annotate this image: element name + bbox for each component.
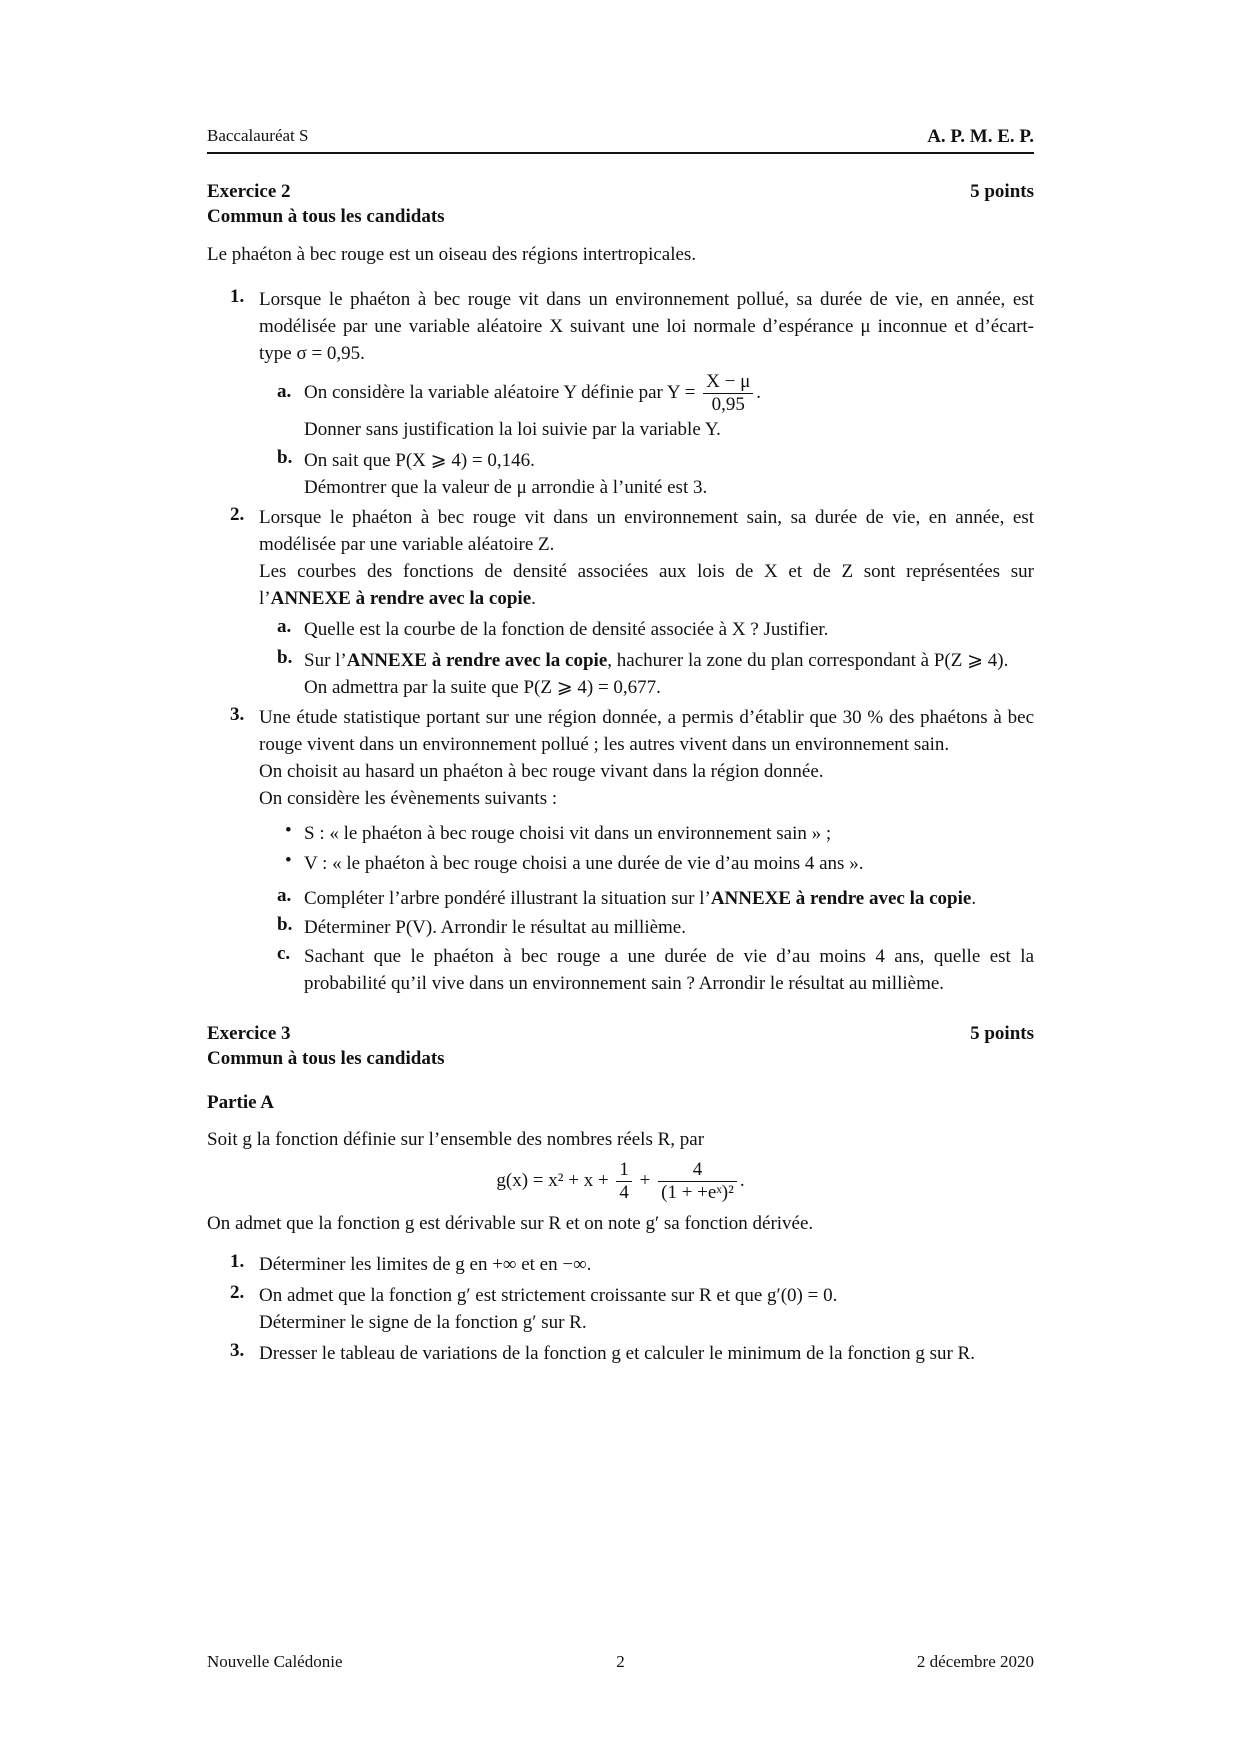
ex2-q3-part-c xyxy=(207,943,1034,997)
formula-fraction-1 xyxy=(616,1159,632,1204)
fraction-numerator: 1 xyxy=(616,1159,632,1182)
ex2-question-3 xyxy=(207,704,1034,812)
function-g-formula xyxy=(207,1159,1034,1204)
ex2-q3c-label: c. xyxy=(277,943,291,964)
exercise-3-points: 5 points xyxy=(970,1023,1034,1044)
ex2-q2b-text1a: Sur l’ xyxy=(304,650,347,671)
ex2-q1a-label: a. xyxy=(277,381,292,402)
ex2-q2a-label: a. xyxy=(277,616,292,637)
ex2-q3a-text: Compléter l’arbre pondéré illustrant la situation sur l’ xyxy=(304,888,711,909)
ex2-q2-number: 2. xyxy=(230,504,245,525)
ex2-q3b-text: Déterminer P(V). Arrondir le résultat au millième. xyxy=(304,917,686,938)
ex2-question-2: 2. Lorsque le phaéton à bec rouge vit dans un environnement sain, sa durée de vie, en année, est modélisée par une variable aléatoire Z. Les courbes des fonctions de densité associées aux lois de X et de Z sont représentées sur l’ANNEXE à rendre avec la copie. xyxy=(230,504,1034,609)
footer-left: Nouvelle Calédonie xyxy=(207,1652,343,1671)
exercise-3-subtitle: Commun à tous les candidats xyxy=(207,1048,445,1069)
ex2-question-1 xyxy=(207,286,1034,367)
ex2-q2-text1: Lorsque le phaéton à bec rouge vit dans un environnement sain, sa durée de vie, en année, est modélisée par une variable aléatoire Z. xyxy=(259,507,1034,555)
ex2-q3-bullet-1 xyxy=(207,820,1034,847)
ex3-q2-text1: On admet que la fonction g′ est strictement croissante sur R et que g′(0) = 0. xyxy=(259,1285,838,1306)
exercise-2 xyxy=(207,181,1034,997)
ex2-q1b-text2: Démontrer que la valeur de μ arrondie à l’unité est 3. xyxy=(304,477,708,498)
formula-plus: + xyxy=(639,1169,651,1191)
ex2-q2-text2: Les courbes des fonctions de densité associées aux lois de X et de Z sont représentées sur l’ xyxy=(259,561,1034,609)
bullet-marker: • xyxy=(285,850,292,871)
ex2-q2b-text2: On admettra par la suite que P(Z ⩾ 4) = 0,677. xyxy=(304,677,661,698)
ex2-q1-part-b xyxy=(207,447,1034,501)
formula-lhs: g(x) = x² + x + xyxy=(496,1169,609,1191)
ex3-q3-text: Dresser le tableau de variations de la fonction g et calculer le minimum de la fonction g sur R. xyxy=(259,1343,975,1364)
ex2-q3c-text: Sachant que le phaéton à bec rouge a une durée de vie d’au moins 4 ans, quelle est la probabilité qu’il vive dans un environnement sain ? Arrondir le résultat au millième. xyxy=(304,946,1034,994)
exercise-3 xyxy=(207,1023,1034,1367)
ex3-q2-number: 2. xyxy=(230,1282,245,1303)
ex3-q2-text2: Déterminer le signe de la fonction g′ sur R. xyxy=(259,1312,587,1333)
ex2-q2b-label: b. xyxy=(277,647,293,668)
ex2-q2b-text1b: , hachurer la zone du plan correspondant à P(Z ⩾ 4). xyxy=(607,650,1009,671)
fraction-denominator: 4 xyxy=(619,1182,629,1203)
ex2-q1b-label: b. xyxy=(277,447,293,468)
ex2-q3a-label: a. xyxy=(277,885,292,906)
ex2-q2a-text: Quelle est la courbe de la fonction de densité associée à X ? Justifier. xyxy=(304,619,829,640)
ex2-q1-number: 1. xyxy=(230,286,245,307)
ex2-q3-part-a: a. Compléter l’arbre pondéré illustrant la situation sur l’ANNEXE à rendre avec la copie. xyxy=(277,885,977,909)
exercise-2-points: 5 points xyxy=(970,181,1034,202)
exercise-3-admit: On admet que la fonction g est dérivable sur R et on note g′ sa fonction dérivée. xyxy=(207,1213,814,1234)
ex3-question-1 xyxy=(207,1251,1034,1278)
ex2-q3-text1: Une étude statistique portant sur une région donnée, a permis d’établir que 30 % des phaétons à bec rouge vivent dans un environnement pollué ; les autres vivent dans un environnement sain. xyxy=(259,707,1034,755)
ex2-q3-bullet1-text: S : « le phaéton à bec rouge choisi vit dans un environnement sain » ; xyxy=(304,823,832,844)
ex2-q1a-text2: Donner sans justification la loi suivie par la variable Y. xyxy=(304,419,721,440)
ex2-q3a-annexe: ANNEXE à rendre avec la copie xyxy=(710,888,972,909)
fraction-denominator: (1 + +eˣ)² xyxy=(661,1182,734,1203)
ex2-q3-text3: On considère les évènements suivants : xyxy=(259,788,558,809)
ex2-q2-part-b xyxy=(207,647,1034,701)
ex2-q1a-text1: On considère la variable aléatoire Y définie par Y = xyxy=(304,381,696,403)
ex2-q1b-text1: On sait que P(X ⩾ 4) = 0,146. xyxy=(304,450,535,471)
ex3-question-2 xyxy=(207,1282,1034,1336)
exercise-3-intro: Soit g la fonction définie sur l’ensemble des nombres réels R, par xyxy=(207,1129,705,1150)
exercise-2-subtitle: Commun à tous les candidats xyxy=(207,206,445,227)
ex3-question-3 xyxy=(207,1340,1034,1367)
footer-date: 2 décembre 2020 xyxy=(916,1652,1034,1671)
ex2-q2b-annexe: ANNEXE à rendre avec la copie xyxy=(346,650,608,671)
exercise-3-heading xyxy=(207,1023,1034,1048)
exercise-3-title: Exercice 3 xyxy=(207,1023,291,1044)
ex2-q2-part-a xyxy=(207,616,1034,643)
ex3-q1-number: 1. xyxy=(230,1251,245,1272)
ex2-q1a-fraction xyxy=(703,371,753,416)
fraction-numerator: 4 xyxy=(658,1159,737,1182)
ex2-q3b-label: b. xyxy=(277,914,293,935)
ex2-q1-part-a: a. On considère la variable aléatoire Y définie par Y = $\frac{X - \mu}{0,95}$ . Donner sans justification la loi suivie par la variable Y. xyxy=(207,371,1034,443)
exercise-2-heading xyxy=(207,181,1034,206)
ex2-q3-number: 3. xyxy=(230,704,245,725)
page-header xyxy=(207,126,1034,154)
exercise-2-intro: Le phaéton à bec rouge est un oiseau des régions intertropicales. xyxy=(207,244,697,265)
ex3-q3-number: 3. xyxy=(230,1340,245,1361)
ex3-q1-text: Déterminer les limites de g en +∞ et en −∞. xyxy=(259,1254,592,1275)
header-left: Baccalauréat S xyxy=(207,126,309,145)
ex2-q3-text2: On choisit au hasard un phaéton à bec rouge vivant dans la région donnée. xyxy=(259,761,824,782)
page-footer xyxy=(207,1652,1034,1676)
formula-fraction-2 xyxy=(658,1159,737,1204)
ex2-q3-bullet2-text: V : « le phaéton à bec rouge choisi a une durée de vie d’au moins 4 ans ». xyxy=(304,853,864,874)
fraction-numerator: X − μ xyxy=(703,371,753,394)
ex2-q3-bullet-2 xyxy=(207,850,1034,877)
partie-a-heading: Partie A xyxy=(207,1092,275,1113)
exercise-2-title: Exercice 2 xyxy=(207,181,291,202)
ex2-q2-annexe: ANNEXE à rendre avec la copie xyxy=(270,588,532,609)
ex2-q1-text: Lorsque le phaéton à bec rouge vit dans un environnement pollué, sa durée de vie, en année, est modélisée par une variable aléatoire X suivant une loi normale d’espérance μ inconnue et d’écart-type σ = 0,95. xyxy=(259,289,1034,364)
bullet-marker: • xyxy=(285,820,292,841)
footer-page-number: 2 xyxy=(616,1652,625,1671)
header-right: A. P. M. E. P. xyxy=(927,126,1034,147)
formula-end: . xyxy=(739,1169,745,1191)
fraction-denominator: 0,95 xyxy=(711,394,745,415)
ex2-q3-part-b xyxy=(207,914,1034,941)
